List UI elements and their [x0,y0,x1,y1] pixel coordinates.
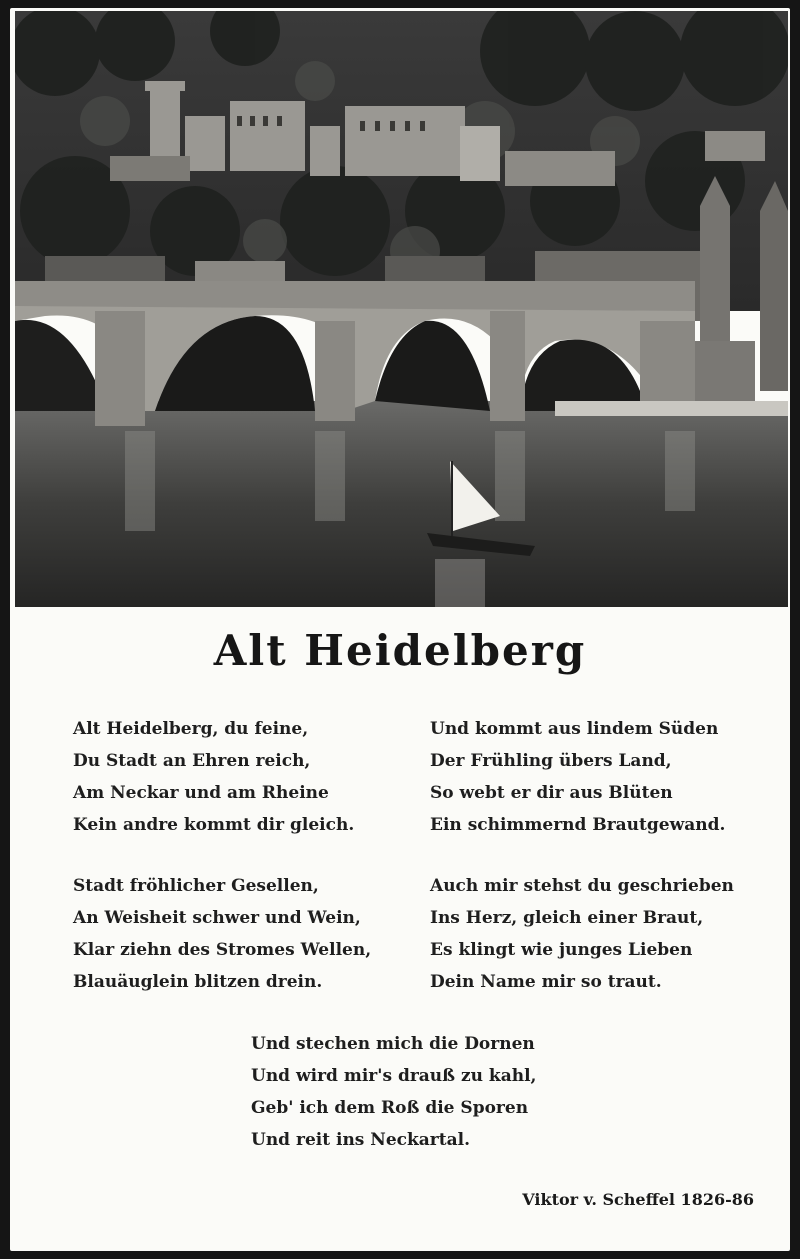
poem-line: Ins Herz, gleich einer Braut, [430,908,704,928]
poem-line: Auch mir stehst du geschrieben [430,876,734,896]
poem-line: Dein Name mir so traut. [430,972,662,992]
heidelberg-photo [15,11,788,607]
poem-line: Und reit ins Neckartal. [251,1130,470,1150]
stanza-3 [73,870,371,998]
poem-line: Stadt fröhlicher Gesellen, [73,876,319,896]
poem-line: An Weisheit schwer und Wein, [73,908,361,928]
poem-line: Ein schimmernd Brautgewand. [430,815,726,835]
stanza-5 [251,1028,536,1156]
stanza-1 [73,713,354,841]
poem-line: Und stechen mich die Dornen [251,1034,535,1054]
poem-line: Geb' ich dem Roß die Sporen [251,1098,529,1118]
poem-line: Und wird mir's drauß zu kahl, [251,1066,537,1086]
poem-line: Du Stadt an Ehren reich, [73,751,311,771]
stanza-4 [430,870,734,998]
poem-line: Alt Heidelberg, du feine, [73,719,309,739]
poem-line: Klar ziehn des Stromes Wellen, [73,940,372,960]
poem-line: Am Neckar und am Rheine [73,783,329,803]
author-credit: Viktor v. Scheffel 1826-86 [522,1190,754,1209]
poem-line: Und kommt aus lindem Süden [430,719,719,739]
poem-title: Alt Heidelberg [213,626,587,675]
poem-line: Es klingt wie junges Lieben [430,940,693,960]
postcard [10,8,790,1251]
poem-line: Kein andre kommt dir gleich. [73,815,355,835]
poem-line: Blauäuglein blitzen drein. [73,972,323,992]
poem-line: Der Frühling übers Land, [430,751,672,771]
poem-line: So webt er dir aus Blüten [430,783,673,803]
stanza-2 [430,713,725,841]
